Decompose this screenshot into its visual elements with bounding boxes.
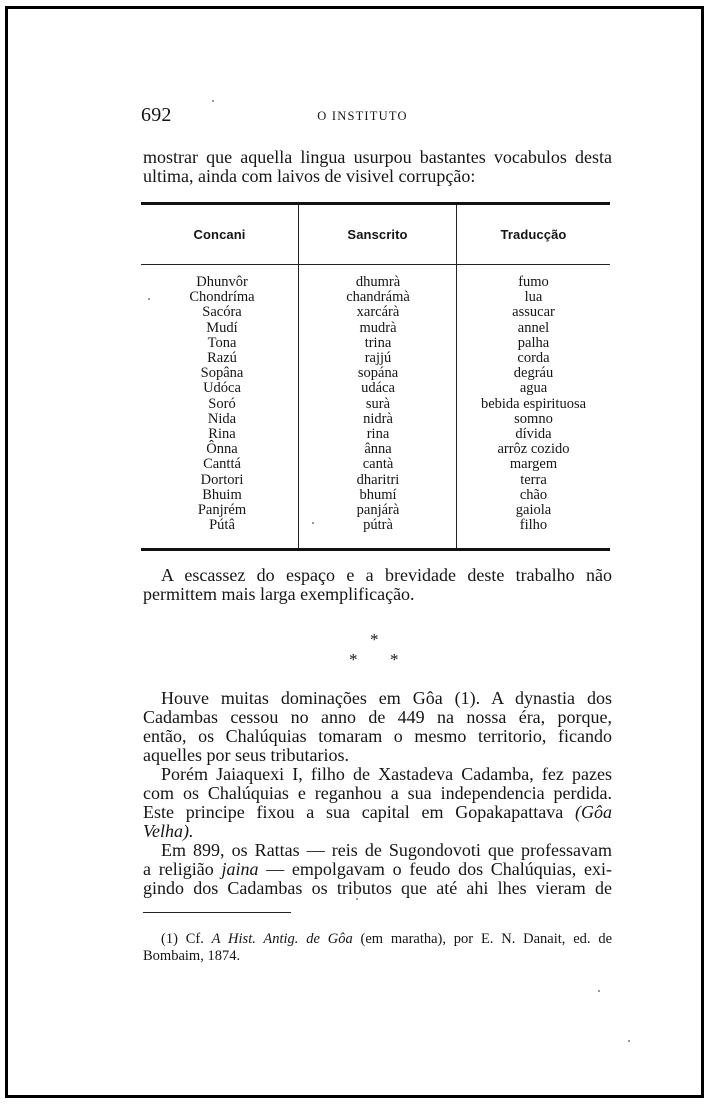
table-cell-traduccao: corda: [517, 350, 550, 367]
table-cell-traduccao: palha: [517, 334, 550, 351]
table-cell-concani: Chondríma: [189, 289, 255, 306]
table-cell-concani: Dortori: [200, 471, 244, 488]
column-header-sanscrito: Sanscrito: [347, 227, 408, 242]
table-cell-traduccao: margem: [509, 456, 558, 473]
table-cell-traduccao: degráu: [513, 365, 554, 382]
text-line: Cadambas cessou no anno de 449 na nossa éra, porque,: [143, 707, 612, 727]
table-cell-traduccao: fumo: [518, 274, 549, 290]
text-line: Porém Jaiaquexi I, filho de Xastadeva Cadamba, fez pazes: [161, 764, 612, 784]
table-cell-sanscrito: dharitri: [356, 471, 400, 488]
table-cell-concani: Mudí: [206, 319, 238, 336]
running-title: O INSTITUTO: [317, 109, 408, 123]
table-cell-concani: Ônna: [206, 441, 238, 458]
table-cell-concani: Bhuim: [202, 486, 242, 503]
text-line: [143, 822, 612, 841]
text-run: — empolgavam o feudo dos Chalúquias, exi-: [266, 859, 613, 879]
table-cell-concani: Razú: [207, 350, 237, 367]
body-paragraph: [143, 689, 612, 898]
column-header-concani: Concani: [193, 227, 246, 242]
table-cell-traduccao: lua: [524, 289, 543, 306]
table-cell-sanscrito: mudrà: [359, 319, 397, 336]
table-cell-concani: Sacóra: [202, 304, 242, 321]
table-cell-concani: Udóca: [203, 380, 241, 397]
text-line: permittem mais larga exemplificação.: [143, 584, 415, 604]
text-run: Este principe fixou a sua capital em Gopakapattava: [143, 802, 564, 822]
text-line: então, os Chalúquias tomaram o mesmo territorio, ficando: [143, 726, 612, 746]
table-cell-concani: Pútâ: [209, 517, 235, 534]
table-cell-concani: Sopâna: [200, 365, 244, 382]
table-top-rule: [141, 202, 610, 205]
page-number: 692: [141, 104, 172, 126]
table-cell-sanscrito: chandrámà: [346, 289, 410, 306]
scan-speck: [598, 990, 600, 992]
footnote-title: A Hist. Antig. de Gôa: [211, 931, 353, 947]
footnote-line: Bombaim, 1874.: [143, 948, 241, 964]
footnote-text: (em maratha), por E. N. Danait, ed. de: [360, 931, 613, 947]
table-cell-sanscrito: sopána: [357, 365, 399, 382]
column-sanscrito: [299, 275, 457, 533]
table-cell-sanscrito: udáca: [361, 380, 395, 397]
table-cell-sanscrito: ânna: [364, 441, 392, 458]
table-cell-traduccao: gaiola: [515, 502, 552, 519]
table-cell-traduccao: chão: [519, 486, 548, 503]
text-run: a religião: [143, 859, 214, 879]
footnote-rule: [143, 912, 291, 913]
intro-paragraph: [143, 148, 612, 186]
table-cell-traduccao: bebida espirituosa: [480, 395, 587, 412]
italic-place-name: Velha).: [143, 821, 194, 841]
italic-place-name: (Gôa: [575, 802, 613, 822]
text-line: A escassez do espaço e a brevidade deste trabalho não: [161, 565, 612, 585]
text-line: Em 899, os Rattas — reis de Sugondovoti que professavam: [161, 840, 612, 860]
table-cell-sanscrito: pútrà: [363, 517, 393, 534]
text-line: Houve muitas dominações em Gôa (1). A dynastia dos: [161, 688, 612, 708]
table-cell-sanscrito: rajjú: [364, 350, 392, 367]
asterism-star: *: [390, 650, 399, 669]
table-cell-concani: Panjrém: [197, 502, 247, 519]
table-cell-concani: Rina: [208, 426, 236, 443]
table-header-rule: [141, 264, 610, 265]
table-cell-sanscrito: trina: [364, 334, 392, 351]
footnote-marker: (1) Cf.: [161, 931, 204, 947]
table-bottom-rule: [141, 548, 610, 551]
table-cell-concani: Nida: [207, 410, 237, 427]
table-cell-traduccao: annel: [517, 319, 550, 336]
footnote-line: [143, 931, 612, 948]
table-cell-sanscrito: cantà: [362, 456, 394, 473]
scan-speck: [356, 898, 358, 900]
table-cell-concani: Soró: [208, 395, 236, 412]
table-cell-traduccao: filho: [519, 517, 548, 534]
table-cell-sanscrito: rina: [366, 426, 390, 443]
table-cell-traduccao: dívida: [515, 426, 552, 443]
footnote: [143, 931, 612, 965]
asterism-star: *: [370, 630, 379, 649]
scan-speck: [628, 1040, 630, 1042]
table-cell-traduccao: somno: [514, 410, 553, 427]
text-line: com os Chalúquias e reganhou a sua independencia perdida.: [143, 783, 612, 803]
table-cell-sanscrito: surà: [365, 395, 391, 412]
scan-speck: [212, 100, 214, 102]
table-cell-traduccao: arrôz cozido: [497, 441, 570, 458]
table-cell-concani: Tona: [207, 334, 237, 351]
text-line: mostrar que aquella lingua usurpou bastantes vocabulos desta: [143, 147, 612, 167]
table-cell-sanscrito: xarcárà: [356, 304, 400, 321]
column-header-traduccao: Traducção: [500, 227, 567, 242]
table-cell-concani: Dhunvôr: [196, 274, 248, 290]
text-line: gindo dos Cadambas os tributos que até ahi lhes vieram de: [143, 878, 612, 898]
table-cell-sanscrito: bhumí: [359, 486, 397, 503]
table-cell-sanscrito: nidrà: [363, 410, 393, 427]
table-cell-sanscrito: dhumrà: [355, 274, 401, 290]
text-line: ultima, ainda com laivos de visivel corrupção:: [143, 166, 476, 186]
text-line: [143, 860, 612, 879]
text-line: aquelles por seus tributarios.: [143, 745, 349, 765]
closing-paragraph: [143, 566, 612, 604]
asterism-star: *: [349, 650, 358, 669]
table-cell-traduccao: terra: [520, 471, 547, 488]
table-cell-concani: Canttá: [203, 456, 241, 473]
table-cell-sanscrito: panjárà: [356, 502, 400, 519]
italic-term: jaina: [221, 859, 259, 879]
column-concani: [141, 275, 303, 533]
text-line: [143, 803, 612, 822]
table-cell-traduccao: assucar: [512, 304, 555, 321]
column-traduccao: [457, 275, 610, 533]
table-cell-traduccao: agua: [519, 380, 548, 397]
